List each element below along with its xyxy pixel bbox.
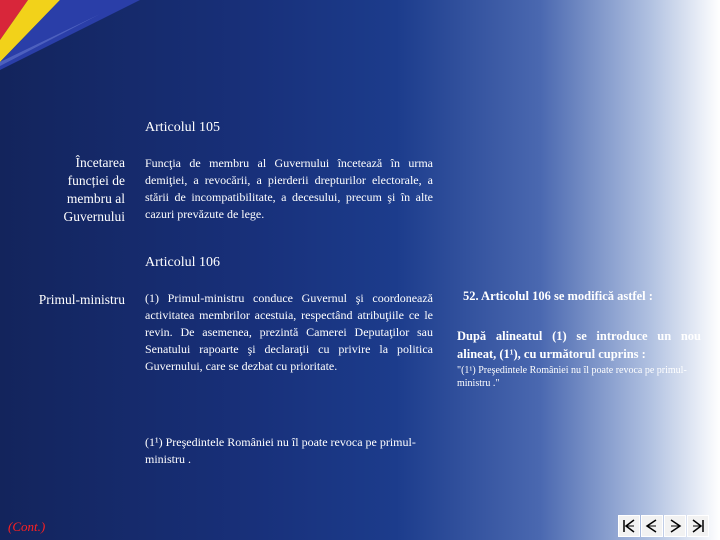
article-106-paragraph-2: (1¹) Preşedintele României nu îl poate revoca pe primul-ministru . [145,435,416,466]
side-label-line: Guvernului [63,209,125,224]
continued-label: (Cont.) [8,519,46,534]
article-106-paragraph-1: (1) Primul-ministru conduce Guvernul şi coordonează activitatea membrilor acestuia, respectând atribuţiile ce le revin. De asemenea, prezintă Camerei Deputaţilor sau Senatului rapoarte şi declaraţii cu privire la politica Guvernului, care se dezbat cu prioritate. [145,291,433,373]
previous-slide-icon [644,518,660,534]
amendment-heading: 52. Articolul 106 se modifică astfel : [463,289,653,303]
previous-slide-button[interactable] [641,515,663,537]
next-slide-button[interactable] [664,515,686,537]
amendment-quote: "(1¹) Preşedintele României nu îl poate revoca pe primul-ministru ." [457,365,687,389]
first-slide-button[interactable] [618,515,640,537]
side-label-line: membru al [66,191,125,206]
article-106-side-label: Primul-ministru [38,292,125,307]
last-slide-button[interactable] [687,515,709,537]
first-slide-icon [621,518,637,534]
amendment-intro: După alineatul (1) se introduce un nou alineat, (1¹), cu următorul cuprins : [457,329,701,361]
article-105-side-label [5,154,125,226]
article-105-text: Funcţia de membru al Guvernului încetează în urma demiţiei, a revocării, a pierderii drepturilor electorale, a stării de incompatibilitate, a decesului, precum şi în alte cazuri prevăzute de lege. [145,156,433,221]
last-slide-icon [690,518,706,534]
side-label-line: Încetarea [75,155,125,170]
side-label-line: funcției de [67,173,125,188]
next-slide-icon [667,518,683,534]
slide-navigation [618,515,709,537]
article-106-title: Articolul 106 [145,255,221,270]
article-105-title: Articolul 105 [145,120,221,135]
corner-decoration [0,0,140,70]
